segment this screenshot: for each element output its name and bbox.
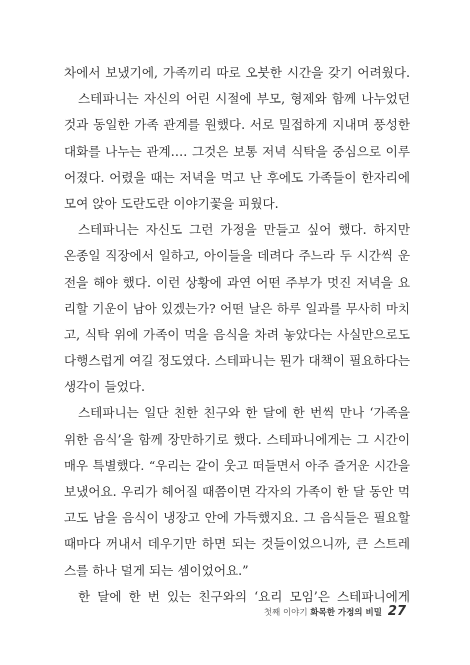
text-line: 어졌다. 어렸을 때는 저녁을 먹고 난 후에도 가족들이 한자리에 (64, 169, 410, 185)
text-line: 보냈어요. 우리가 헤어질 때쯤이면 각자의 가족이 한 달 동안 먹 (64, 484, 410, 499)
chapter-prefix: 첫째 이야기 (263, 608, 308, 618)
text-line: 위한 음식’을 함께 장만하기로 했다. 스테파니에게는 그 시간이 (64, 431, 410, 447)
text-line: 고, 식탁 위에 가족이 먹을 음식을 차려 놓았다는 사실만으로도 (64, 326, 410, 342)
text-line: 스를 하나 덜게 되는 셈이었어요.” (64, 562, 249, 578)
text-line: 스테파니는 자신도 그런 가정을 만들고 싶어 했다. 하지만 (78, 222, 410, 238)
text-line: 모여 앉아 도란도란 이야기꽃을 피웠다. (64, 195, 279, 211)
text-line: 다행스럽게 여길 정도였다. 스테파니는 뭔가 대책이 필요하다는 (64, 353, 410, 369)
text-line: 스테파니는 일단 친한 친구와 한 달에 한 번씩 만나 ‘가족을 (78, 405, 410, 421)
running-footer (264, 606, 382, 618)
text-line: 때마다 꺼내서 데우기만 하면 되는 것들이었으니까, 큰 스트레 (64, 536, 410, 552)
text-line: 생각이 들었다. (64, 379, 145, 395)
text-line: 차에서 보냈기에, 가족끼리 따로 오붓한 시간을 갖기 어려웠다. (64, 65, 410, 80)
chapter-title: 화목한 가정의 비밀 (310, 608, 382, 618)
text-line: 전을 해야 했다. 이런 상황에 과연 어떤 주부가 멋진 저녁을 요 (64, 274, 410, 290)
text-line: 한 달에 한 번 있는 친구와의 ‘요리 모임’은 스테파니에게 (78, 588, 410, 604)
text-line: 매우 특별했다. “우리는 같이 웃고 떠들면서 아주 즐거운 시간을 (64, 457, 410, 473)
text-line: 리할 기운이 남아 있겠는가? 어떤 날은 하루 일과를 무사히 마치 (64, 300, 410, 316)
text-line: 대화를 나누는 관계…. 그것은 보통 저녁 식탁을 중심으로 이루 (64, 143, 410, 159)
page-number: 27 (387, 604, 406, 619)
page-footer (264, 604, 406, 619)
text-line: 것과 동일한 가족 관계를 원했다. 서로 밀접하게 지내며 풍성한 (64, 117, 410, 133)
text-line: 온종일 직장에서 일하고, 아이들을 데려다 주느라 두 시간씩 운 (64, 248, 410, 264)
text-line: 고도 남을 음식이 냉장고 안에 가득했지요. 그 음식들은 필요할 (64, 510, 410, 526)
text-line: 스테파니는 자신의 어린 시절에 부모, 형제와 함께 나누었던 (78, 91, 410, 107)
body-text (64, 60, 410, 610)
